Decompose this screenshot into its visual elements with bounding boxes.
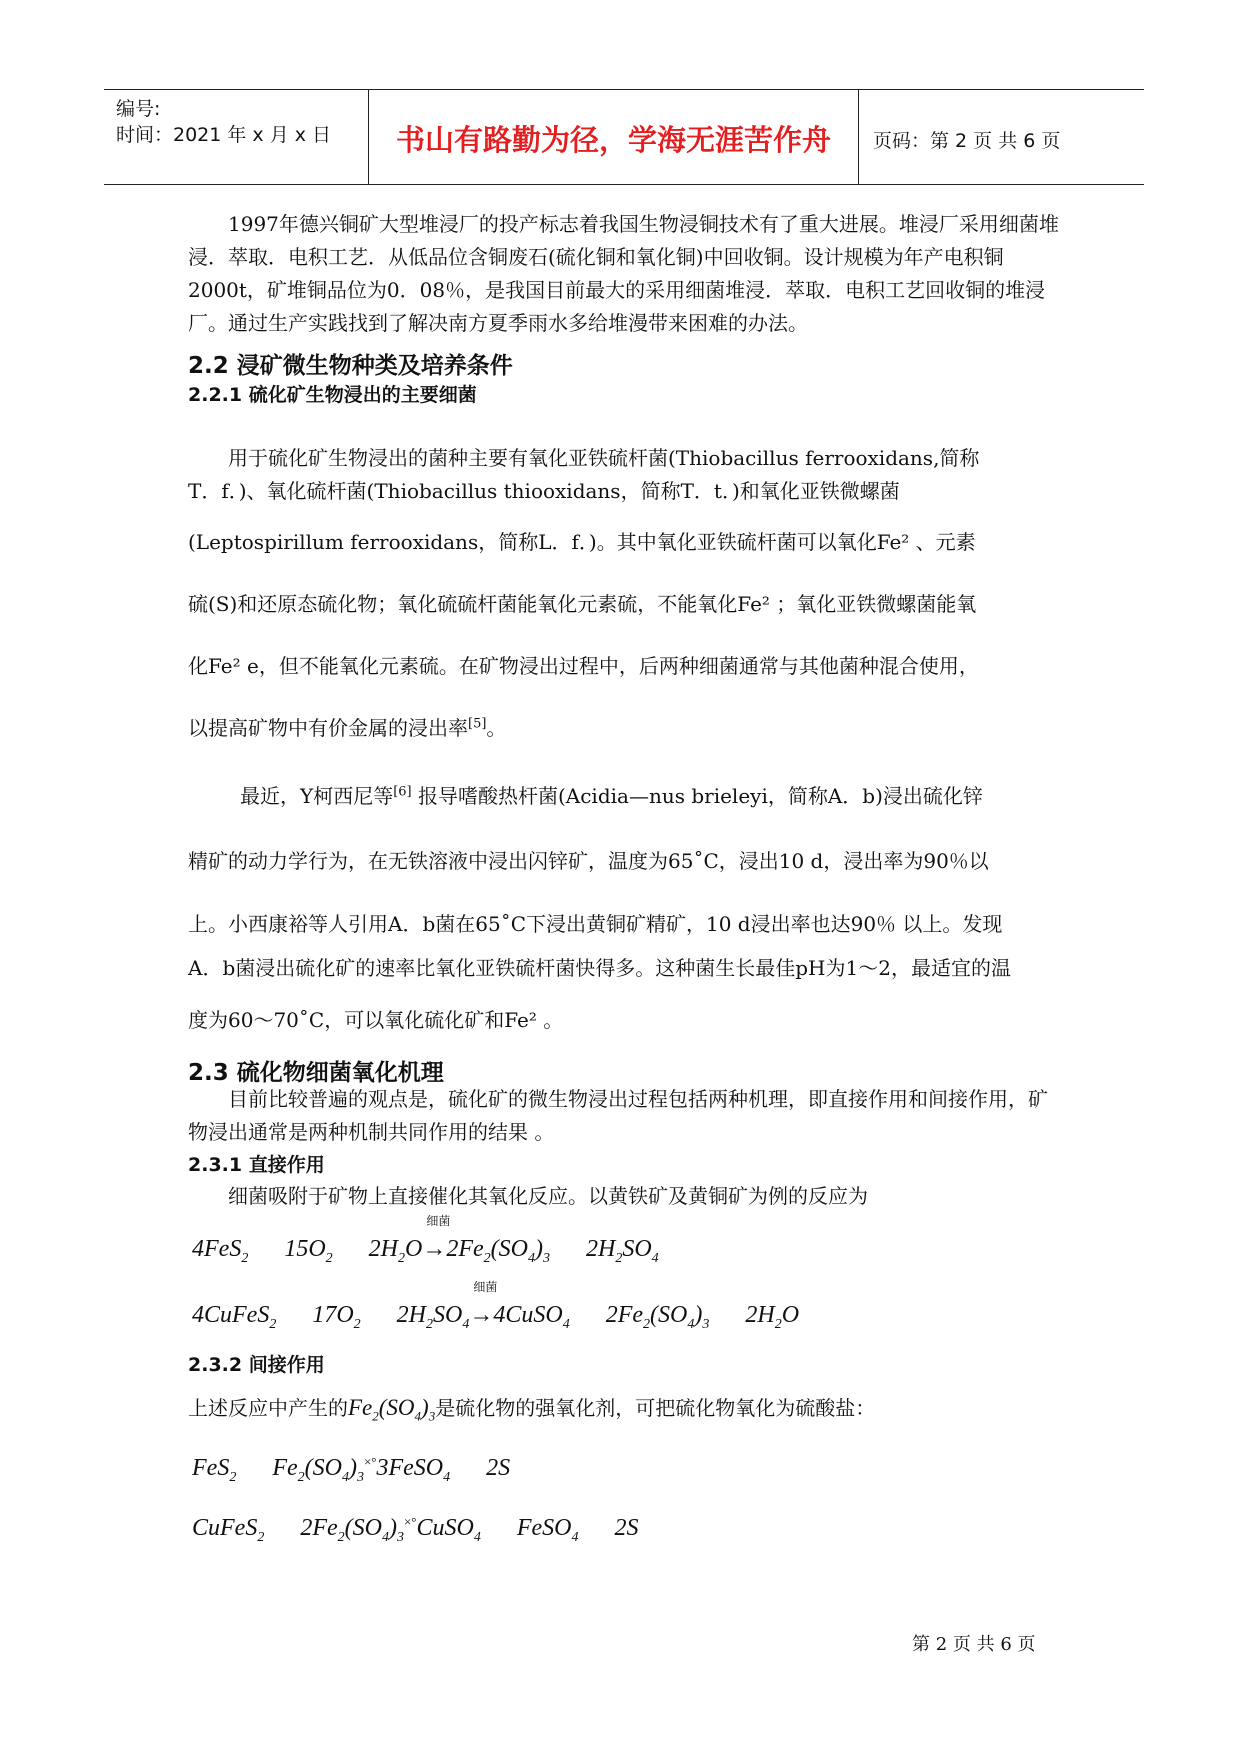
para2-line2: T．f．)、氧化硫杆菌(Thiobacillus thiooxidans，简称T．t．)和氧化亚铁微螺菌	[188, 479, 900, 503]
para3-line3: 上。小西康裕等人引用A．b菌在65˚C下浸出黄铜矿精矿，10 d浸出率也达90％ 以上。发现	[188, 912, 1003, 936]
equation-pyrite: 4FeS$_2$ $15O_2$ $2H_2O\to$ 细菌 $2Fe_2(SO_4)_3$ $2H_2SO_4$	[192, 1214, 659, 1266]
equation-catalyst-label-2: 细菌	[473, 1280, 498, 1294]
equation-pyrite-indirect: FeS$_2$ $Fe_2(SO_4)_3^{\times^\circ}3FeSO_4$ 2S	[192, 1454, 511, 1485]
para3-line2: 精矿的动力学行为，在无铁溶液中浸出闪锌矿，温度为65˚C，浸出10 d，浸出率为90％以	[188, 849, 989, 873]
header-left-cell	[104, 90, 368, 184]
header-motto-cell	[368, 90, 859, 184]
number-label: 编号:	[116, 98, 161, 120]
para3-line4: A．b菌浸出硫化矿的速率比氧化亚铁硫杆菌快得多。这种菌生长最佳pH为1～2，最适宜的温	[188, 956, 1011, 980]
header-right-cell	[859, 90, 1144, 184]
equation-chalcopyrite-indirect: CuFeS$_2$ $2Fe_2(SO_4)_3^{\times^\circ}CuSO_4$ FeSO$_4$ 2S	[192, 1514, 639, 1545]
document-header	[104, 89, 1144, 185]
heading-2-3-1: 2.3.1 直接作用	[188, 1154, 325, 1176]
paragraph-indirect	[188, 1392, 875, 1425]
para3-line1	[240, 780, 983, 809]
para6-start: 上述反应中产生的	[188, 1396, 348, 1420]
paragraph-direct: 细菌吸附于矿物上直接催化其氧化反应。以黄铁矿及黄铜矿为例的反应为	[228, 1184, 868, 1208]
citation-6[interactable]: [6]	[393, 784, 412, 800]
page-footer: 第 2 页 共 6 页	[912, 1634, 1036, 1655]
heading-2-3: 2.3 硫化物细菌氧化机理	[188, 1060, 444, 1086]
para2-line6	[188, 712, 506, 741]
para3-line1-text: 最近，Y柯西尼等	[240, 784, 394, 808]
paragraph-mechanism: 目前比较普遍的观点是，硫化矿的微生物浸出过程包括两种机理，即直接作用和间接作用，矿物浸出通常是两种机制共同作用的结果 。	[188, 1087, 1048, 1144]
citation-5[interactable]: [5]	[468, 716, 487, 732]
formula-ferric-sulfate: $Fe_2(SO_4)_3$	[348, 1395, 436, 1424]
para3-line1-rest: 报导嗜酸热杆菌(Acidia—nus brieleyi，简称A．b)浸出硫化锌	[411, 784, 983, 808]
para3-line5: 度为60～70˚C，可以氧化硫化矿和Fe² 。	[188, 1008, 564, 1032]
header-motto: 书山有路勤为径，学海无涯苦作舟	[395, 123, 831, 157]
heading-2-2-1: 2.2.1 硫化矿生物浸出的主要细菌	[188, 384, 477, 406]
heading-2-3-2: 2.3.2 间接作用	[188, 1354, 325, 1376]
para6-end: 是硫化物的强氧化剂，可把硫化物氧化为硫酸盐：	[435, 1396, 876, 1420]
equation-catalyst-label: 细菌	[426, 1214, 451, 1228]
para2-line5: 化Fe² e，但不能氧化元素硫。在矿物浸出过程中，后两种细菌通常与其他菌种混合使用，	[188, 654, 979, 678]
para2-line1: 用于硫化矿生物浸出的菌种主要有氧化亚铁硫杆菌(Thiobacillus ferrooxidans,简称	[228, 446, 980, 470]
para2-line4: 硫(S)和还原态硫化物；氧化硫硫杆菌能氧化元素硫，不能氧化Fe² ；氧化亚铁微螺菌能氧	[188, 592, 977, 616]
equation-chalcopyrite: 4CuFeS$_2$ $17O_2$ $2H_2SO_4\to$ 细菌 4CuSO$_4$ $2Fe_2(SO_4)_3$ $2H_2O$	[192, 1280, 800, 1332]
header-page-info: 页码：第 2 页 共 6 页	[873, 130, 1061, 152]
para2-line3: (Leptospirillum ferrooxidans，简称L．f．)。其中氧化亚铁硫杆菌可以氧化Fe² 、元素	[188, 530, 976, 554]
heading-2-2: 2.2 浸矿微生物种类及培养条件	[188, 353, 513, 379]
para2-line6-end: 。	[486, 716, 507, 740]
paragraph-intro: 1997年德兴铜矿大型堆浸厂的投产标志着我国生物浸铜技术有了重大进展。堆浸厂采用细菌堆浸．萃取．电积工艺．从低品位含铜废石(硫化铜和氧化铜)中回收铜。设计规模为年产电积铜2000t，矿堆铜品位为0．08％，是我国目前最大的采用细菌堆浸．萃取．电积工艺回收铜的堆浸厂。通过生产实践找到了解决南方夏季雨水多给堆漫带来困难的办法。	[188, 212, 1059, 335]
para2-line6-text: 以提高矿物中有价金属的浸出率	[188, 716, 468, 740]
time-label: 时间：2021 年 x 月 x 日	[116, 124, 332, 146]
